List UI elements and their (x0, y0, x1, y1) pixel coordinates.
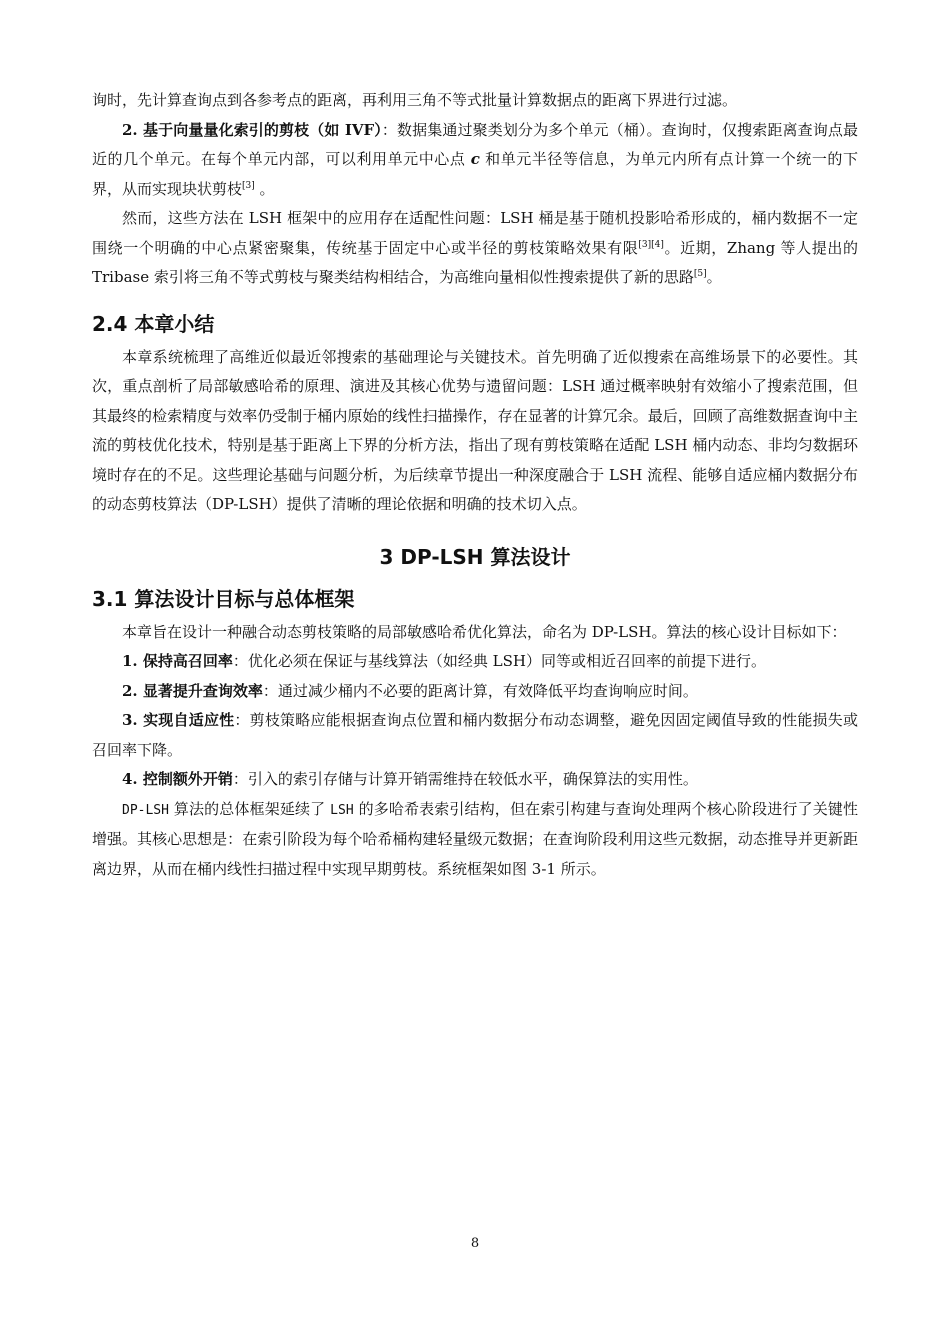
citation: [5] (693, 269, 707, 279)
paragraph-text: 本章系统梳理了高维近似最近邻搜索的基础理论与关键技术。首先明确了近似搜索在高维场景下的必要性。其次，重点剖析了局部敏感哈希的原理、演进及其核心优势与遗留问题：LSH 通过概率映射有效缩小了搜索范围，但其最终的检索精度与效率仍受制于桶内原始的线性扫描操作，存在显著的计算冗余。最后，回顾了高维数据查询中主流的剪枝优化技术，特别是基于距离上下界的分析方法，指出了现有剪枝策略在适配 LSH 桶内动态、非均匀数据环境时存在的不足。这些理论基础与问题分析，为后续章节提出一种深度融合于 LSH 流程、能够自适应桶内数据分布的动态剪枝算法（DP-LSH）提供了清晰的理论依据和明确的技术切入点。 (92, 347, 858, 513)
list-item-heading: 1. 保持高召回率 (122, 652, 233, 670)
algorithm-name: DP-LSH (122, 802, 169, 818)
citation: [3] (242, 180, 255, 191)
citation: [3][4] (638, 239, 664, 250)
paragraph-framework (92, 795, 858, 885)
paragraph-text: 询时，先计算查询点到各参考点的距离，再利用三角不等式批量计算数据点的距离下界进行过滤。 (92, 91, 738, 109)
paragraph-text: ：数据集通过聚类划分为多个单元（桶）。查询时，仅搜索距离查询点最近的几个单元。在每个单元内部，可以利用单元中心点 (92, 120, 858, 168)
paragraph-text: 和单元半径等信息，为单元内所有点计算一个统一的下界，从而实现块状剪枝 (92, 150, 858, 198)
paragraph-continued (92, 86, 858, 116)
page-number: 8 (470, 1236, 480, 1251)
paragraph-design-intro (92, 618, 858, 648)
list-item-heading: 4. 控制额外开销 (122, 770, 233, 788)
list-item-text: ：引入的索引存储与计算开销需维持在较低水平，确保算法的实用性。 (232, 770, 698, 788)
section-heading-2-4: 2.4 本章小结 (92, 311, 215, 336)
page-content (92, 86, 858, 884)
algorithm-name: LSH (330, 802, 354, 818)
list-item-text: ：剪枝策略应能根据查询点位置和桶内数据分布动态调整，避免因固定阈值导致的性能损失或召回率下降。 (92, 711, 858, 759)
paragraph-chapter-summary (92, 343, 858, 520)
section-heading-3-1: 3.1 算法设计目标与总体框架 (92, 586, 355, 611)
list-item-goal (92, 677, 858, 707)
paragraph-text: 。 (706, 268, 722, 286)
paragraph-text: 。 (254, 179, 275, 198)
list-item-text: ：通过减少桶内不必要的距离计算，有效降低平均查询响应时间。 (262, 681, 698, 700)
list-item-heading: 2. 显著提升查询效率 (122, 681, 263, 700)
paragraph-text: 本章旨在设计一种融合动态剪枝策略的局部敏感哈希优化算法，命名为 DP-LSH。算法的核心设计目标如下： (122, 622, 847, 641)
list-item-goal (92, 706, 858, 765)
variable-c: c (470, 150, 480, 168)
list-item-text: ：优化必须在保证与基线算法（如经典 LSH）同等或相近召回率的前提下进行。 (232, 652, 766, 670)
paragraph-text: 的多哈希表索引结构，但在索引构建与查询处理两个核心阶段进行了关键性增强。其核心思想是：在索引阶段为每个哈希桶构建轻量级元数据；在查询阶段利用这些元数据，动态推导并更新距离边界，从而在桶内线性扫描过程中实现早期剪枝。系统框架如图 3-1 所示。 (92, 799, 858, 878)
list-item-goal (92, 647, 858, 677)
chapter-title: 3 DP-LSH 算法设计 (379, 544, 571, 569)
list-item-goal (92, 765, 858, 795)
paragraph-lsh-adaptation (92, 204, 858, 293)
paragraph-text: 。近期，Zhang 等人提出的 Tribase 索引将三角不等式剪枝与聚类结构相结合，为高维向量相似性搜索提供了新的思路 (92, 238, 858, 286)
paragraph-ivf-pruning (92, 116, 858, 205)
paragraph-text: 然而，这些方法在 LSH 框架中的应用存在适配性问题：LSH 桶是基于随机投影哈希形成的，桶内数据不一定围绕一个明确的中心点紧密聚集，传统基于固定中心或半径的剪枝策略效果有限 (92, 209, 858, 257)
list-item-heading: 3. 实现自适应性 (122, 711, 235, 729)
paragraph-text: 算法的总体框架延续了 (168, 799, 331, 818)
list-item-heading: 2. 基于向量量化索引的剪枝（如 IVF） (122, 120, 382, 139)
